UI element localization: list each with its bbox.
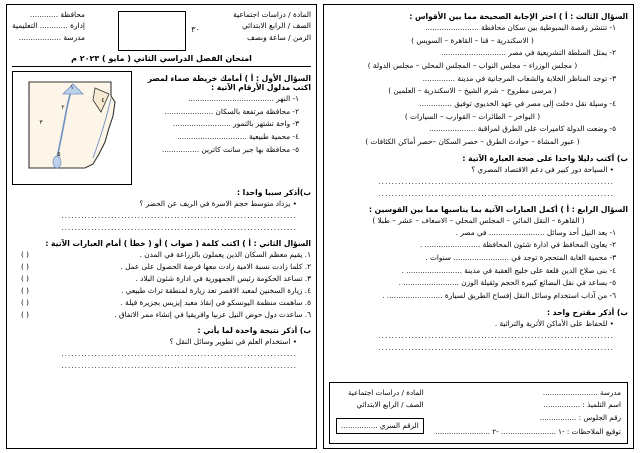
table-row bbox=[12, 249, 311, 261]
answer-paren: ( ) bbox=[20, 274, 29, 284]
svg-text:٥: ٥ bbox=[57, 151, 61, 158]
question-1b-block bbox=[12, 185, 311, 234]
list-item: ٢- محافظة مرتفعة بالسكان ..................... bbox=[164, 106, 299, 116]
list-item: ١- النهر ..................................... bbox=[188, 94, 299, 103]
room-number-field[interactable]: رقم الجلوس : ................ bbox=[539, 412, 621, 422]
answer-paren: ( ) bbox=[20, 310, 29, 320]
footer-grade: الصف / الرابع الابتدائي bbox=[356, 400, 424, 410]
list-item: ٤- محمية طبيعية .............................. bbox=[177, 132, 299, 142]
choice-bank: ( مرسى مطروح – شرم الشيخ – الاسكندرية – العلمين ) bbox=[388, 86, 557, 96]
header-administration: إدارة ............ التعليمية bbox=[12, 21, 85, 31]
footer-student-block bbox=[435, 387, 621, 439]
header-time: الزمن / ساعة ونصف bbox=[246, 32, 311, 42]
question-4-block bbox=[329, 202, 628, 303]
svg-text:٤: ٤ bbox=[101, 97, 105, 104]
question-2-title: السؤال الثاني : أ ) اكتب كلمة ( صواب ) أو ( خطأ ) أمام العبارات الآتية : bbox=[45, 239, 311, 249]
list-item: ٢- يعاون المحافظ في ادارة شئون المحافظة ........................ . bbox=[419, 240, 616, 250]
footer-school: مدرسة ........................ bbox=[542, 387, 621, 397]
svg-text:٢: ٢ bbox=[61, 104, 65, 111]
question-3b-title: ب) أكتب دليلا واحدا على صحة العبارة الآتية : bbox=[462, 153, 628, 163]
exam-title: امتحان الفصل الدراسي الثاني ( مايو ) ٢٠٢٣ م bbox=[12, 54, 311, 67]
table-row bbox=[12, 285, 311, 297]
answer-line: ....................................................................... bbox=[61, 361, 297, 371]
question-3-items bbox=[329, 22, 628, 148]
question-2b-item: • استخدام العلم في تطوير وسائل النقل ؟ bbox=[169, 337, 297, 347]
list-item: ١- يعد النيل أحد وسائل ........................ في مصر . bbox=[455, 227, 616, 237]
table-row bbox=[12, 273, 311, 285]
header-subject: المادة / دراسات اجتماعية bbox=[233, 10, 311, 19]
question-3b-block bbox=[329, 151, 628, 200]
question-2b-block bbox=[12, 323, 311, 372]
list-item: ٥- محافظة بها جبر سانت كاترين ................ bbox=[161, 144, 299, 154]
list-item: ٦- من آداب استخدام وسائل النقل إفساح الطريق لسيارة ........................ . bbox=[382, 290, 616, 300]
egypt-map bbox=[12, 71, 132, 185]
egypt-map-svg bbox=[15, 72, 131, 182]
question-3b-item: • السياحة دور كبير في دعم الاقتصاد المصري ؟ bbox=[471, 164, 614, 174]
footer-subject-block bbox=[336, 387, 424, 439]
right-column bbox=[6, 4, 317, 449]
question-4-items bbox=[329, 227, 628, 302]
observers-signature-field[interactable]: توقيع الملاحظات : -١ ........................ -٢ ........................ bbox=[435, 427, 621, 437]
grade-box bbox=[118, 11, 186, 51]
statement-text: ٢. كلما زادت نسبة الامية زادت معها فرصة الحصول على عمل . bbox=[120, 262, 311, 272]
exam-header bbox=[12, 9, 311, 51]
question-3-block bbox=[329, 9, 628, 149]
answer-line: ....................................................................... bbox=[378, 330, 614, 340]
svg-text:٣: ٣ bbox=[39, 119, 43, 126]
list-item: ٣- توجد المناظر الخلابة والشعاب المرجانية في مدينة .............. bbox=[422, 73, 616, 83]
answer-line: ....................................................................... bbox=[61, 349, 297, 359]
table-row bbox=[12, 309, 311, 321]
list-item: ٢- يمثل السلطة التشريعية في مصر ............................ bbox=[441, 48, 616, 58]
table-row bbox=[12, 297, 311, 309]
statement-text: ٤. زيارة السخنين لمعبد الاقصر تعد زيارة لمنطقة تراث طبيعي . bbox=[121, 286, 311, 296]
svg-text:١: ١ bbox=[70, 84, 74, 91]
answer-line: ....................................................................... bbox=[61, 223, 297, 233]
student-name-field[interactable]: اسم التلميذ : ................ bbox=[543, 400, 621, 410]
question-4-word-bank: ( القاهرة – النقل المائي – المجلس المحلي – الاسعاف – عشر – طبلا ) bbox=[372, 215, 585, 225]
question-2b-title: ب) أذكر نتيجة واحدة لما يأتي : bbox=[197, 326, 311, 336]
list-item: ٣- واحة تشتهر بالتمور ......................... bbox=[172, 119, 299, 129]
list-item: ١- تنتشر رقصة البمبوطية بين سكان محافظة ....................... bbox=[425, 23, 616, 32]
question-1-title: السؤال الأول : أ ) أمامك خريطة صماء لمصر اكتب مدلول الأرقام الآتية : bbox=[147, 74, 311, 92]
header-school-block bbox=[12, 9, 85, 51]
answer-paren: ( ) bbox=[20, 298, 29, 308]
answer-line: ....................................................................... bbox=[378, 342, 614, 352]
header-subject-block bbox=[233, 9, 311, 51]
answer-line: ....................................................................... bbox=[61, 211, 297, 221]
question-1-block bbox=[12, 71, 311, 185]
statement-text: ١. يقيم معظم السكان الذين يعملون بالزراعة في المدن . bbox=[139, 250, 311, 260]
header-school: مدرسة .................. bbox=[18, 32, 85, 42]
question-1-text bbox=[136, 71, 311, 156]
question-4-title: السؤال الرابع : أ ) أكمل العبارات الآتية بما يناسبها مما بين القوسين : bbox=[368, 204, 628, 214]
choice-bank: ( مجلس الوزراء – مجلس النواب – المجلس المحلي – مجلس الدولة ) bbox=[367, 61, 578, 71]
answer-paren: ( ) bbox=[20, 286, 29, 296]
list-item: ٤- بنى صلاح الدين قلعة على خليج العقبة في مدينة ........................ . bbox=[401, 265, 616, 275]
answer-paren: ( ) bbox=[20, 250, 29, 260]
list-item: ٥- يساعد في نقل البضائع كبيرة الحجم وثقيلة الوزن ........................ . bbox=[398, 278, 616, 288]
question-1b-item: • يزداد متوسط حجم الاسرة في الريف عن الحضر ؟ bbox=[139, 199, 297, 208]
question-1-items bbox=[136, 93, 311, 155]
question-2-block bbox=[12, 236, 311, 321]
list-item: ٤- وسيلة نقل دخلت إلى مصر في عهد الخديوي توفيق .............. bbox=[419, 99, 616, 109]
question-3-title: السؤال الثالث : أ ) اختر الإجابة الصحيحة مما بين الأقواس : bbox=[409, 12, 628, 21]
secret-number-field[interactable]: الرقم السري ................ bbox=[336, 418, 424, 435]
answer-paren: ( ) bbox=[20, 262, 29, 272]
question-4b-title: ب) أذكر مقترح واحد : bbox=[547, 307, 628, 317]
statement-text: ٥. ساهمت منظمة اليونسكو في إنقاذ معبد إيزيس بجزيرة فيلة . bbox=[120, 298, 311, 308]
student-info-box bbox=[329, 382, 628, 444]
footer-subject: المادة / دراسات اجتماعية bbox=[348, 387, 424, 397]
statement-text: ٣. تساعد الحكومة رئيس الجمهورية في ادارة شئون البلاد . bbox=[135, 274, 311, 284]
answer-line: ....................................................................... bbox=[378, 176, 614, 186]
left-column bbox=[323, 4, 634, 449]
choice-bank: ( البواخر – الطائرات – القوارب – السيارات ) bbox=[404, 111, 541, 121]
header-grade: الصف / الرابع الابتدائي bbox=[241, 21, 311, 31]
statement-text: ٦. ساعدت دول حوض النيل عربيا وافريقيا في إنشاء ممر الاتفاق . bbox=[114, 310, 311, 320]
list-item: ٥- وضعت الدولة كاميرات على الطرق لمراقبة .................... bbox=[429, 124, 616, 134]
choice-bank: ( عبور المشاة – حوادث الطرق – حصر السكان –حصر أماكن الكثافات ) bbox=[365, 137, 580, 147]
answer-line: ....................................................................... bbox=[378, 188, 614, 198]
choice-bank: ( الاسكندرية – قنا – القاهرة – السويس ) bbox=[411, 35, 534, 45]
question-4b-block bbox=[329, 305, 628, 354]
question-4b-item: • للحفاظ على الأماكن الأثرية والتراثية . bbox=[494, 318, 614, 328]
header-governorate: محافظة ............ bbox=[29, 10, 85, 19]
list-item: ٣- محمية الغابة المتحجرة توجد في ........................ سنوات . bbox=[425, 252, 616, 262]
table-row bbox=[12, 261, 311, 273]
grade-number: ٣٠ bbox=[191, 24, 200, 34]
question-1b-title: ب)أذكر سببا واحدا : bbox=[236, 188, 311, 197]
